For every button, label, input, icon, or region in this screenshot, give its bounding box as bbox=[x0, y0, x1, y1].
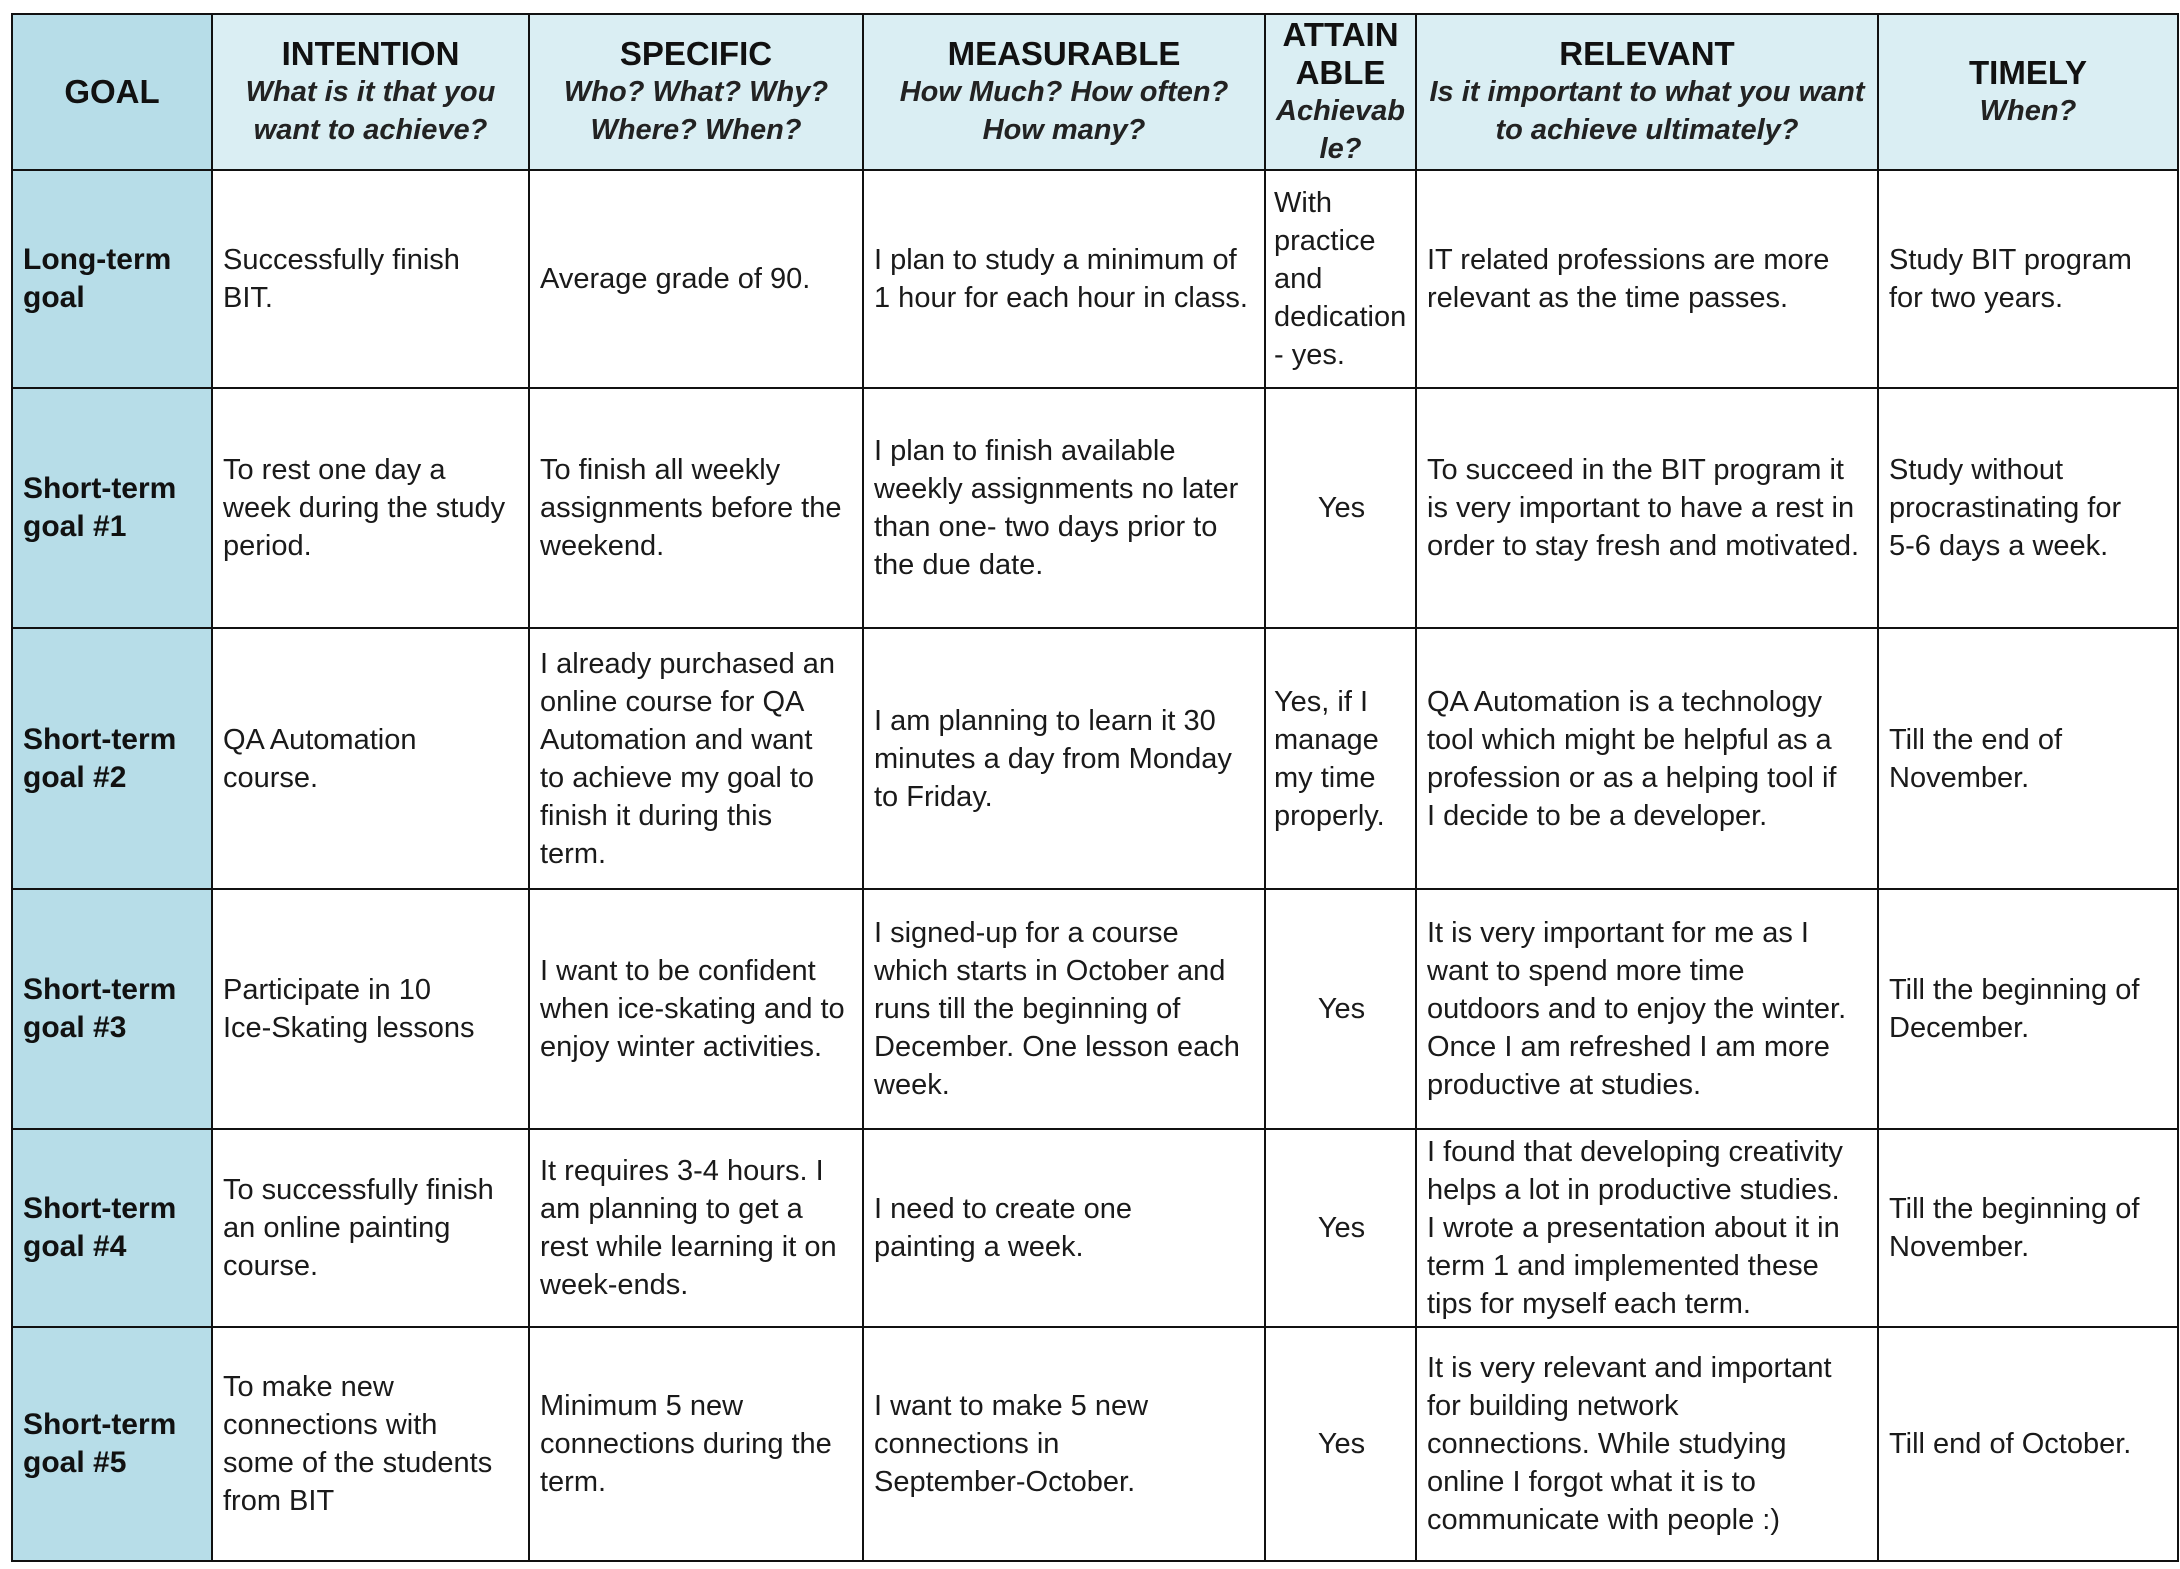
table-row bbox=[12, 170, 2178, 388]
measurable-cell: I am planning to learn it 30 minutes a day from Monday to Friday. bbox=[863, 628, 1265, 889]
header-timely bbox=[1878, 14, 2178, 170]
attainable-cell: Yes bbox=[1265, 889, 1416, 1129]
header-timely-title: TIMELY bbox=[1969, 54, 2087, 91]
measurable-cell: I need to create one painting a week. bbox=[863, 1129, 1265, 1327]
relevant-cell: To succeed in the BIT program it is very important to have a rest in order to stay fresh and motivated. bbox=[1416, 388, 1878, 628]
header-relevant-title: RELEVANT bbox=[1559, 35, 1735, 72]
intention-cell: Participate in 10 Ice-Skating lessons bbox=[212, 889, 529, 1129]
header-attainable-subtitle: Achievab le? bbox=[1276, 95, 1405, 165]
intention-cell: QA Automation course. bbox=[212, 628, 529, 889]
header-row bbox=[12, 14, 2178, 170]
timely-cell: Till end of October. bbox=[1878, 1327, 2178, 1561]
attainable-cell: Yes bbox=[1265, 388, 1416, 628]
measurable-cell: I plan to study a minimum of 1 hour for each hour in class. bbox=[863, 170, 1265, 388]
table-row bbox=[12, 1129, 2178, 1327]
intention-cell: To make new connections with some of the students from BIT bbox=[212, 1327, 529, 1561]
table-row bbox=[12, 889, 2178, 1129]
goal-cell: Short-term goal #5 bbox=[12, 1327, 212, 1561]
attainable-cell: Yes bbox=[1265, 1327, 1416, 1561]
header-intention-title: INTENTION bbox=[281, 35, 460, 72]
timely-cell: Till the beginning of December. bbox=[1878, 889, 2178, 1129]
relevant-cell: QA Automation is a technology tool which might be helpful as a profession or as a helping tool if I decide to be a developer. bbox=[1416, 628, 1878, 889]
header-specific bbox=[529, 14, 863, 170]
intention-cell: To rest one day a week during the study period. bbox=[212, 388, 529, 628]
smart-goals-table bbox=[11, 13, 2179, 1562]
header-attainable-title: ATTAIN ABLE bbox=[1282, 16, 1399, 91]
intention-cell: Successfully finish BIT. bbox=[212, 170, 529, 388]
header-measurable bbox=[863, 14, 1265, 170]
header-goal-title: GOAL bbox=[64, 73, 160, 110]
timely-cell: Study without procrastinating for 5-6 days a week. bbox=[1878, 388, 2178, 628]
table-row bbox=[12, 388, 2178, 628]
header-intention-subtitle: What is it that you want to achieve? bbox=[245, 76, 496, 146]
attainable-cell: Yes bbox=[1265, 1129, 1416, 1327]
table-row bbox=[12, 1327, 2178, 1561]
specific-cell: It requires 3-4 hours. I am planning to get a rest while learning it on week-ends. bbox=[529, 1129, 863, 1327]
relevant-cell: It is very relevant and important for building network connections. While studying online I forgot what it is to communicate with people :) bbox=[1416, 1327, 1878, 1561]
table-row bbox=[12, 628, 2178, 889]
measurable-cell: I plan to finish available weekly assignments no later than one- two days prior to the due date. bbox=[863, 388, 1265, 628]
header-specific-subtitle: Who? What? Why? Where? When? bbox=[563, 76, 829, 146]
goal-cell: Short-term goal #2 bbox=[12, 628, 212, 889]
goal-cell: Short-term goal #4 bbox=[12, 1129, 212, 1327]
measurable-cell: I signed-up for a course which starts in October and runs till the beginning of December. One lesson each week. bbox=[863, 889, 1265, 1129]
timely-cell: Study BIT program for two years. bbox=[1878, 170, 2178, 388]
header-relevant bbox=[1416, 14, 1878, 170]
attainable-cell: Yes, if I manage my time properly. bbox=[1265, 628, 1416, 889]
attainable-cell: With practice and dedication - yes. bbox=[1265, 170, 1416, 388]
relevant-cell: IT related professions are more relevant as the time passes. bbox=[1416, 170, 1878, 388]
specific-cell: Minimum 5 new connections during the term. bbox=[529, 1327, 863, 1561]
specific-cell: I already purchased an online course for QA Automation and want to achieve my goal to finish it during this term. bbox=[529, 628, 863, 889]
goal-cell: Long-term goal bbox=[12, 170, 212, 388]
timely-cell: Till the end of November. bbox=[1878, 628, 2178, 889]
header-attainable bbox=[1265, 14, 1416, 170]
timely-cell: Till the beginning of November. bbox=[1878, 1129, 2178, 1327]
specific-cell: Average grade of 90. bbox=[529, 170, 863, 388]
header-specific-title: SPECIFIC bbox=[619, 35, 773, 72]
specific-cell: I want to be confident when ice-skating and to enjoy winter activities. bbox=[529, 889, 863, 1129]
measurable-cell: I want to make 5 new connections in September-October. bbox=[863, 1327, 1265, 1561]
header-measurable-subtitle: How Much? How often? How many? bbox=[899, 76, 1229, 146]
header-goal bbox=[12, 14, 212, 170]
header-measurable-title: MEASURABLE bbox=[947, 35, 1181, 72]
specific-cell: To finish all weekly assignments before the weekend. bbox=[529, 388, 863, 628]
relevant-cell: It is very important for me as I want to spend more time outdoors and to enjoy the winter. Once I am refreshed I am more productive at studies. bbox=[1416, 889, 1878, 1129]
header-timely-subtitle: When? bbox=[1979, 95, 2077, 127]
goal-cell: Short-term goal #3 bbox=[12, 889, 212, 1129]
header-intention bbox=[212, 14, 529, 170]
header-relevant-subtitle: Is it important to what you want to achieve ultimately? bbox=[1429, 76, 1865, 146]
intention-cell: To successfully finish an online painting course. bbox=[212, 1129, 529, 1327]
relevant-cell: I found that developing creativity helps a lot in productive studies. I wrote a presentation about it in term 1 and implemented these tips for myself each term. bbox=[1416, 1129, 1878, 1327]
goal-cell: Short-term goal #1 bbox=[12, 388, 212, 628]
